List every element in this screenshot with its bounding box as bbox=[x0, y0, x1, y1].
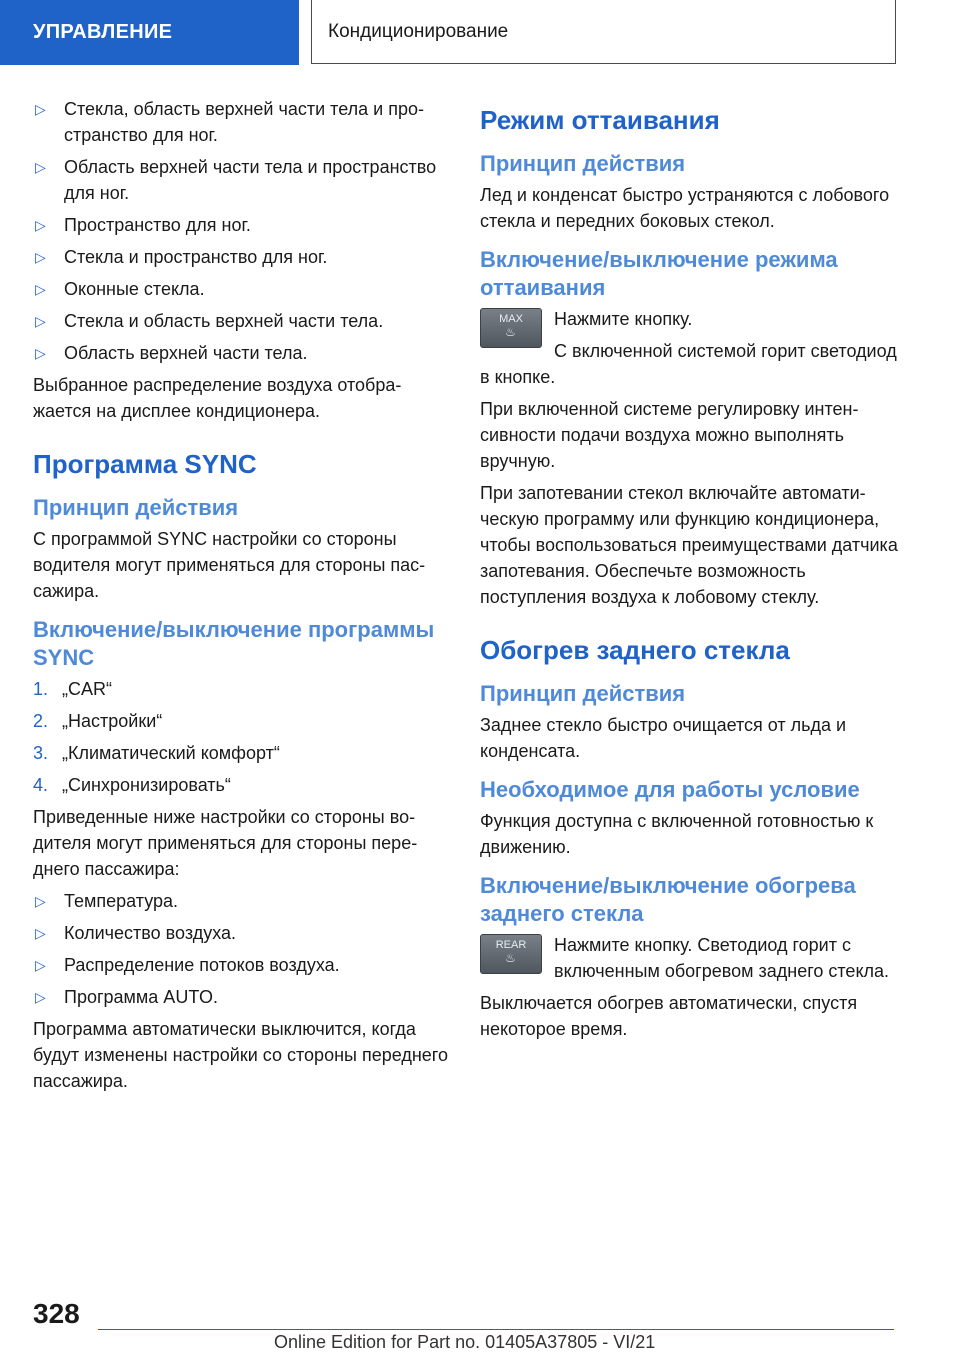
edition-note: Online Edition for Part no. 01405A37805 - VI/21 bbox=[274, 1332, 656, 1352]
paragraph: Функция доступна с включенной готовностью к движению. bbox=[480, 811, 874, 857]
paragraph: Выключается обогрев автоматически, спустя некоторое время. bbox=[480, 993, 858, 1039]
paragraph: Заднее стекло быстро очищается от льда и конденсата. bbox=[480, 715, 847, 761]
step-item: 1. „CAR“ bbox=[33, 679, 112, 699]
list-item: ▷ Пространство для ног. bbox=[33, 212, 453, 238]
subheading-onoff-sync: Включение/выключение программы SYNC bbox=[33, 617, 435, 670]
paragraph: Нажмите кнопку. bbox=[554, 309, 693, 329]
list-item: ▷ Область верхней части тела. bbox=[33, 340, 453, 366]
paragraph: С включенной системой горит светодиод в кнопке. bbox=[480, 341, 897, 387]
triangle-bullet-icon: ▷ bbox=[35, 159, 46, 175]
triangle-bullet-icon: ▷ bbox=[35, 217, 46, 233]
paragraph: Лед и конденсат быстро устраняются с лобового стекла и передних боковых стекол. bbox=[480, 185, 890, 231]
list-item: ▷ Стекла, область верхней части тела и пространство для ног. bbox=[33, 96, 453, 148]
subheading-principle: Принцип действия bbox=[33, 495, 239, 520]
paragraph: Программа автоматически выключится, когда будут изменены настройки со стороны переднего пассажира. bbox=[33, 1019, 448, 1091]
paragraph: Приведенные ниже настройки со стороны водителя могут применяться для стороны переднего пассажира: bbox=[33, 807, 418, 879]
heading-rear-heating: Обогрев заднего стекла bbox=[480, 635, 790, 665]
step-item: 2. „Настройки“ bbox=[33, 711, 163, 731]
triangle-bullet-icon: ▷ bbox=[35, 345, 46, 361]
list-item: ▷ Стекла и область верхней части тела. bbox=[33, 308, 453, 334]
list-item: ▷ Оконные стекла. bbox=[33, 276, 453, 302]
triangle-bullet-icon: ▷ bbox=[35, 281, 46, 297]
rear-window-heat-icon: ♨ bbox=[505, 951, 517, 965]
section-tab bbox=[0, 0, 299, 65]
list-item: ▷ Область верхней части тела и пространство для ног. bbox=[33, 154, 453, 206]
heading-defrost: Режим оттаивания bbox=[480, 105, 720, 135]
step-item: 4. „Синхронизировать“ bbox=[33, 775, 231, 795]
triangle-bullet-icon: ▷ bbox=[35, 989, 46, 1005]
chapter-title: Кондиционирование bbox=[328, 20, 509, 42]
list-item: ▷ Программа AUTO. bbox=[33, 984, 453, 1010]
page-number: 328 bbox=[33, 1298, 80, 1329]
triangle-bullet-icon: ▷ bbox=[35, 249, 46, 265]
paragraph: Выбранное распределение воздуха отображается на дисплее кондиционера. bbox=[33, 375, 402, 421]
rear-button-instruction bbox=[480, 932, 898, 990]
subheading-principle: Принцип действия bbox=[480, 681, 686, 706]
heading-sync: Программа SYNC bbox=[33, 449, 257, 479]
paragraph: С программой SYNC настройки со стороны водителя могут применяться для стороны пассажира. bbox=[33, 529, 426, 601]
triangle-bullet-icon: ▷ bbox=[35, 925, 46, 941]
triangle-bullet-icon: ▷ bbox=[35, 893, 46, 909]
footer-divider bbox=[98, 1329, 894, 1330]
triangle-bullet-icon: ▷ bbox=[35, 313, 46, 329]
max-defrost-button-icon: MAX ♨ bbox=[480, 308, 542, 348]
list-item: ▷ Температура. bbox=[33, 888, 453, 914]
subheading-principle: Принцип действия bbox=[480, 151, 686, 176]
subheading-onoff-defrost: Включение/выключение режима оттаивания bbox=[480, 247, 838, 300]
subheading-onoff-rear: Включение/выключение обогрева заднего стекла bbox=[480, 873, 856, 926]
list-item: ▷ Распределение потоков воздуха. bbox=[33, 952, 453, 978]
chapter-header bbox=[311, 0, 896, 64]
section-title: УПРАВЛЕНИЕ bbox=[33, 21, 173, 43]
list-item: ▷ Количество воздуха. bbox=[33, 920, 453, 946]
rear-defrost-button-icon: REAR ♨ bbox=[480, 934, 542, 974]
subheading-condition: Необходимое для работы условие bbox=[480, 777, 860, 802]
right-column bbox=[480, 96, 898, 1048]
paragraph: При включенной системе регулировку интенсивности подачи воздуха можно выполнять вручную. bbox=[480, 399, 859, 471]
paragraph: Нажмите кнопку. Светодиод горит с включенным обогревом заднего стекла. bbox=[554, 935, 890, 981]
step-item: 3. „Климатический комфорт“ bbox=[33, 743, 280, 763]
left-column bbox=[33, 96, 453, 1100]
triangle-bullet-icon: ▷ bbox=[35, 101, 46, 117]
max-button-instruction bbox=[480, 306, 898, 396]
list-item: ▷ Стекла и пространство для ног. bbox=[33, 244, 453, 270]
triangle-bullet-icon: ▷ bbox=[35, 957, 46, 973]
windshield-heat-icon: ♨ bbox=[505, 325, 517, 339]
paragraph: При запотевании стекол включайте автоматическую программу или функцию кондиционера, чтобы воспользоваться преимуществами датчика запотевания. Обеспечьте возможность поступления воздуха к лобовому стеклу. bbox=[480, 483, 898, 607]
